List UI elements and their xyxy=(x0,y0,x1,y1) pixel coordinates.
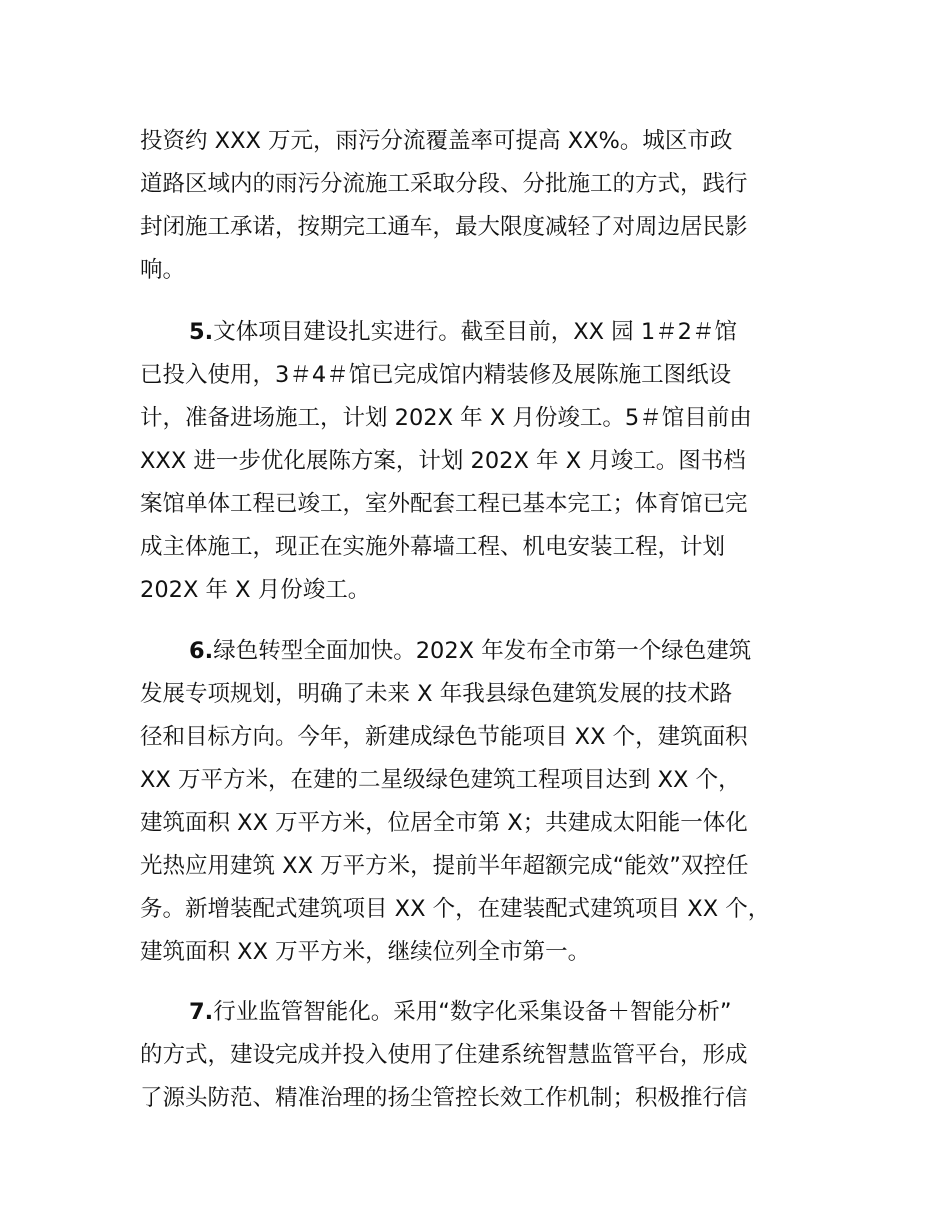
text-line: 已投入使用，3＃4＃馆已完成馆内精装修及展陈施工图纸设 xyxy=(140,362,732,388)
text-line: 发展专项规划，明确了未来 X 年我县绿色建筑发展的技术路 xyxy=(140,681,733,707)
text-line: 成主体施工，现正在实施外幕墙工程、机电安装工程，计划 xyxy=(140,534,726,560)
item-number: 6. xyxy=(189,638,214,664)
text-line: 行业监管智能化。采用“数字化采集设备＋智能分析” xyxy=(213,999,732,1025)
text-line: 了源头防范、精准治理的扬尘管控长效工作机制；积极推行信 xyxy=(140,1085,748,1111)
text-line: 响。 xyxy=(140,257,186,283)
paragraph-6-green-transition xyxy=(140,630,820,974)
paragraph-7-industry-supervision xyxy=(140,991,820,1120)
item-number: 7. xyxy=(189,999,214,1025)
text-line: 文体项目建设扎实进行。截至目前，XX 园 1＃2＃馆 xyxy=(213,319,737,345)
paragraph-5-cultural-sports-projects xyxy=(140,311,820,612)
text-line: 案馆单体工程已竣工，室外配套工程已基本完工；体育馆已完 xyxy=(140,491,748,517)
item-number: 5. xyxy=(189,319,214,345)
paragraph-first-line xyxy=(140,311,820,354)
paragraph-first-line xyxy=(140,991,820,1034)
text-line: 封闭施工承诺，按期完工通车，最大限度减轻了对周边居民影 xyxy=(140,214,748,240)
text-line: 光热应用建筑 XX 万平方米，提前半年超额完成“能效”双控任 xyxy=(140,853,749,879)
text-line: 建筑面积 XX 万平方米，位居全市第 X；共建成太阳能一体化 xyxy=(140,810,748,836)
text-line: 202X 年 X 月份竣工。 xyxy=(140,577,371,603)
text-line: XX 万平方米，在建的二星级绿色建筑工程项目达到 XX 个， xyxy=(140,767,741,793)
paragraph-continuation xyxy=(140,120,820,292)
text-line: 径和目标方向。今年，新建成绿色节能项目 XX 个，建筑面积 xyxy=(140,724,748,750)
text-line: 建筑面积 XX 万平方米，继续位列全市第一。 xyxy=(140,939,591,965)
paragraph-first-line xyxy=(140,630,820,673)
text-line: 计，准备进场施工，计划 202X 年 X 月份竣工。5＃馆目前由 xyxy=(140,405,752,431)
text-line: XXX 进一步优化展陈方案，计划 202X 年 X 月竣工。图书档 xyxy=(140,448,746,474)
text-line: 投资约 XXX 万元，雨污分流覆盖率可提高 XX%。城区市政 xyxy=(140,128,733,154)
text-line: 道路区域内的雨污分流施工采取分段、分批施工的方式，践行 xyxy=(140,171,748,197)
text-line: 务。新增装配式建筑项目 XX 个，在建装配式建筑项目 XX 个， xyxy=(140,896,771,922)
text-line: 绿色转型全面加快。202X 年发布全市第一个绿色建筑 xyxy=(213,638,752,664)
text-line: 的方式，建设完成并投入使用了住建系统智慧监管平台，形成 xyxy=(140,1042,748,1068)
